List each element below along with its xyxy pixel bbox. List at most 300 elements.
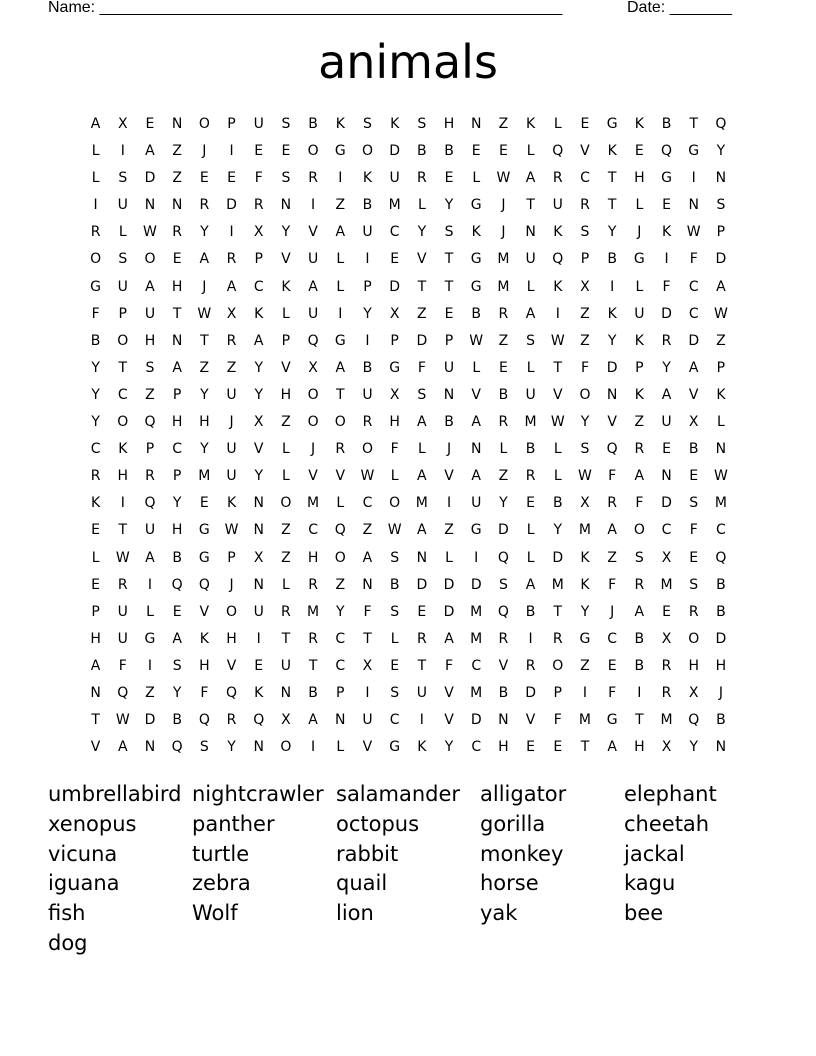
grid-letter: K bbox=[607, 143, 617, 160]
grid-letter: M bbox=[497, 278, 510, 295]
grid-letter: Q bbox=[552, 251, 564, 268]
grid-letter: P bbox=[227, 116, 236, 132]
grid-letter: L bbox=[635, 197, 644, 214]
grid-letter: O bbox=[280, 495, 292, 512]
grid-row bbox=[82, 653, 735, 680]
grid-letter: T bbox=[91, 712, 100, 729]
grid-letter: A bbox=[362, 549, 373, 566]
grid-letter: V bbox=[444, 684, 454, 701]
grid-letter: N bbox=[416, 549, 428, 566]
grid-letter: N bbox=[470, 116, 482, 132]
grid-letter: V bbox=[471, 386, 481, 403]
grid-letter: U bbox=[634, 305, 645, 322]
grid-letter: S bbox=[580, 224, 590, 241]
grid-row bbox=[82, 301, 735, 328]
grid-letter: E bbox=[662, 603, 671, 620]
grid-letter: G bbox=[198, 522, 210, 539]
grid-letter: D bbox=[416, 332, 428, 349]
grid-letter: D bbox=[443, 603, 455, 620]
grid-letter: D bbox=[470, 712, 482, 729]
grid-letter: Q bbox=[715, 116, 727, 132]
grid-letter: F bbox=[445, 657, 454, 674]
grid-letter: Z bbox=[444, 522, 454, 539]
grid-letter: K bbox=[634, 386, 644, 403]
grid-letter: R bbox=[199, 197, 210, 214]
grid-letter: Q bbox=[307, 332, 319, 349]
word-list-row bbox=[48, 779, 768, 809]
grid-letter: E bbox=[254, 657, 264, 674]
grid-letter: J bbox=[501, 197, 506, 214]
grid-letter: W bbox=[550, 332, 565, 349]
grid-letter: E bbox=[91, 522, 101, 539]
grid-letter: N bbox=[253, 576, 264, 593]
grid-letter: L bbox=[118, 224, 127, 241]
grid-letter: S bbox=[281, 116, 291, 132]
grid-letter: G bbox=[688, 143, 700, 160]
grid-letter: U bbox=[144, 305, 156, 322]
grid-letter: V bbox=[417, 251, 427, 268]
grid-letter: A bbox=[172, 359, 182, 376]
grid-letter: T bbox=[118, 522, 128, 539]
word-list-item: vicuna bbox=[48, 841, 118, 866]
grid-letter: S bbox=[390, 549, 400, 566]
grid-letter: I bbox=[256, 630, 261, 647]
grid-letter: R bbox=[634, 576, 645, 593]
grid-letter: K bbox=[553, 278, 563, 295]
grid-letter: A bbox=[226, 278, 237, 295]
grid-letter: I bbox=[419, 712, 424, 729]
grid-letter: V bbox=[552, 386, 563, 403]
grid-letter: I bbox=[229, 143, 234, 160]
grid-letter: E bbox=[689, 468, 699, 485]
grid-letter: A bbox=[607, 739, 617, 756]
grid-letter: F bbox=[118, 657, 127, 674]
grid-letter: H bbox=[443, 116, 455, 132]
grid-letter: S bbox=[580, 441, 590, 458]
grid-letter: Y bbox=[91, 359, 100, 376]
grid-letter: P bbox=[254, 251, 263, 268]
grid-letter: D bbox=[688, 332, 700, 349]
grid-letter: F bbox=[91, 305, 100, 322]
word-list-item: bee bbox=[624, 901, 664, 926]
grid-letter: E bbox=[172, 251, 182, 268]
grid-letter: S bbox=[199, 739, 209, 756]
grid-letter: C bbox=[117, 386, 128, 403]
grid-letter: W bbox=[713, 468, 728, 485]
grid-letter: Y bbox=[607, 224, 617, 241]
grid-letter: C bbox=[471, 657, 482, 674]
grid-letter: V bbox=[90, 739, 101, 756]
grid-letter: G bbox=[470, 522, 482, 539]
grid-letter: K bbox=[716, 386, 726, 403]
grid-letter: E bbox=[689, 549, 699, 566]
name-field-label: Name: ____________________________________________________ bbox=[48, 0, 563, 16]
grid-letter: W bbox=[360, 468, 375, 485]
grid-letter: E bbox=[662, 197, 671, 214]
grid-letter: W bbox=[224, 522, 239, 539]
grid-letter: B bbox=[498, 684, 509, 701]
grid-letter: V bbox=[253, 441, 264, 458]
grid-letter: A bbox=[90, 657, 101, 674]
grid-letter: D bbox=[661, 305, 672, 322]
grid-letter: O bbox=[144, 251, 156, 268]
grid-letter: Z bbox=[580, 657, 590, 674]
grid-letter: B bbox=[716, 712, 726, 729]
grid-letter: T bbox=[417, 657, 427, 674]
grid-row bbox=[82, 274, 735, 301]
grid-letter: T bbox=[444, 251, 454, 268]
grid-row bbox=[82, 138, 735, 165]
grid-letter: U bbox=[661, 414, 672, 431]
grid-letter: S bbox=[390, 603, 400, 620]
grid-letter: J bbox=[202, 143, 207, 160]
grid-letter: I bbox=[446, 495, 452, 512]
grid-letter: J bbox=[446, 441, 452, 458]
grid-letter: A bbox=[417, 414, 427, 431]
grid-letter: B bbox=[172, 549, 182, 566]
grid-letter: Q bbox=[198, 576, 210, 593]
grid-letter: E bbox=[91, 576, 101, 593]
word-list-item: gorilla bbox=[480, 811, 546, 836]
grid-letter: D bbox=[525, 684, 536, 701]
grid-letter: U bbox=[144, 522, 156, 539]
grid-letter: E bbox=[553, 739, 563, 756]
grid-letter: K bbox=[607, 305, 617, 322]
grid-letter: H bbox=[634, 170, 645, 187]
grid-letter: A bbox=[172, 630, 182, 647]
grid-letter: L bbox=[445, 549, 453, 566]
grid-letter: E bbox=[390, 251, 400, 268]
grid-letter: E bbox=[254, 143, 264, 160]
grid-letter: G bbox=[198, 549, 210, 566]
grid-letter: V bbox=[308, 468, 318, 485]
grid-letter: T bbox=[635, 712, 644, 729]
grid-letter: O bbox=[633, 522, 645, 539]
grid-letter: A bbox=[661, 386, 672, 403]
grid-letter: N bbox=[688, 197, 699, 214]
grid-letter: Z bbox=[145, 684, 155, 701]
word-list-item: iguana bbox=[48, 871, 120, 896]
grid-letter: D bbox=[715, 630, 727, 647]
grid-letter: E bbox=[634, 143, 644, 160]
grid-letter: I bbox=[365, 251, 370, 268]
grid-letter: I bbox=[474, 549, 479, 566]
grid-letter: B bbox=[716, 603, 726, 620]
grid-letter: U bbox=[443, 359, 455, 376]
word-list-row bbox=[48, 839, 768, 869]
grid-letter: F bbox=[580, 359, 589, 376]
grid-letter: K bbox=[526, 116, 536, 132]
grid-letter: R bbox=[607, 495, 618, 512]
grid-letter: B bbox=[525, 603, 536, 620]
grid-letter: C bbox=[471, 739, 482, 756]
grid-letter: R bbox=[253, 197, 264, 214]
grid-letter: U bbox=[226, 441, 237, 458]
grid-letter: I bbox=[147, 657, 153, 674]
grid-letter: Z bbox=[172, 170, 182, 187]
grid-letter: L bbox=[472, 170, 481, 187]
word-list bbox=[48, 779, 768, 958]
grid-letter: Q bbox=[688, 712, 700, 729]
date-field-label: Date: _______ bbox=[627, 0, 732, 16]
grid-letter: U bbox=[117, 278, 128, 295]
grid-letter: G bbox=[334, 143, 346, 160]
grid-letter: R bbox=[226, 251, 237, 268]
grid-row bbox=[82, 517, 735, 544]
grid-letter: E bbox=[580, 116, 590, 132]
grid-letter: I bbox=[311, 739, 316, 756]
grid-letter: X bbox=[661, 739, 672, 756]
grid-letter: C bbox=[389, 712, 400, 729]
grid-letter: C bbox=[607, 630, 618, 647]
grid-letter: L bbox=[91, 549, 100, 566]
grid-letter: X bbox=[253, 224, 264, 241]
grid-letter: Q bbox=[171, 576, 183, 593]
grid-letter: P bbox=[635, 359, 644, 376]
grid-letter: H bbox=[307, 549, 319, 566]
grid-letter: G bbox=[389, 359, 401, 376]
grid-letter: P bbox=[118, 305, 127, 322]
grid-letter: Q bbox=[497, 549, 509, 566]
grid-letter: Y bbox=[281, 224, 291, 241]
grid-letter: S bbox=[145, 359, 155, 376]
grid-letter: T bbox=[689, 116, 698, 132]
grid-letter: N bbox=[715, 170, 727, 187]
grid-letter: Y bbox=[417, 224, 427, 241]
grid-letter: W bbox=[578, 468, 592, 485]
grid-letter: R bbox=[335, 441, 346, 458]
grid-letter: A bbox=[525, 576, 536, 593]
grid-letter: Q bbox=[144, 495, 156, 512]
grid-letter: J bbox=[229, 414, 234, 431]
grid-letter: W bbox=[143, 224, 157, 241]
grid-letter: R bbox=[362, 414, 373, 431]
grid-letter: P bbox=[716, 359, 726, 376]
word-list-item: salamander bbox=[336, 782, 461, 806]
grid-letter: W bbox=[197, 305, 212, 322]
grid-letter: U bbox=[307, 251, 319, 268]
grid-letter: P bbox=[227, 549, 236, 566]
grid-letter: K bbox=[118, 441, 128, 458]
grid-letter: Z bbox=[172, 143, 182, 160]
grid-row bbox=[82, 490, 735, 517]
grid-letter: C bbox=[688, 278, 699, 295]
grid-letter: R bbox=[117, 576, 128, 593]
grid-letter: A bbox=[335, 224, 346, 241]
grid-letter: B bbox=[661, 116, 672, 132]
grid-letter: E bbox=[471, 143, 481, 160]
grid-letter: S bbox=[498, 576, 508, 593]
grid-letter: K bbox=[226, 495, 237, 512]
grid-letter: I bbox=[528, 630, 533, 647]
grid-letter: Q bbox=[606, 441, 618, 458]
grid-letter: R bbox=[226, 332, 237, 349]
word-list-row bbox=[48, 868, 768, 898]
grid-letter: Y bbox=[200, 441, 209, 458]
grid-letter: C bbox=[580, 170, 590, 187]
grid-letter: L bbox=[417, 441, 426, 458]
grid-letter: B bbox=[688, 441, 699, 458]
grid-letter: T bbox=[336, 386, 345, 403]
grid-letter: M bbox=[470, 630, 483, 647]
grid-letter: Y bbox=[553, 522, 563, 539]
grid-letter: N bbox=[280, 197, 292, 214]
grid-letter: I bbox=[610, 278, 615, 295]
grid-letter: B bbox=[498, 386, 509, 403]
grid-letter: X bbox=[580, 495, 590, 512]
grid-letter: Q bbox=[117, 684, 129, 701]
grid-letter: U bbox=[307, 305, 319, 322]
grid-letter: J bbox=[637, 224, 642, 241]
grid-letter: O bbox=[117, 414, 129, 431]
grid-letter: D bbox=[144, 170, 156, 187]
grid-letter: W bbox=[496, 170, 511, 187]
word-list-item: horse bbox=[480, 871, 539, 896]
grid-letter: O bbox=[552, 657, 564, 674]
grid-letter: L bbox=[91, 170, 100, 187]
grid-letter: L bbox=[635, 278, 644, 295]
grid-letter: O bbox=[361, 441, 373, 458]
grid-letter: V bbox=[335, 468, 346, 485]
word-list-item: dog bbox=[48, 930, 88, 955]
grid-letter: R bbox=[281, 603, 291, 620]
grid-letter: R bbox=[661, 684, 672, 701]
grid-letter: E bbox=[498, 359, 508, 376]
grid-letter: V bbox=[580, 143, 590, 160]
grid-letter: U bbox=[226, 468, 237, 485]
grid-letter: J bbox=[202, 278, 207, 295]
grid-letter: T bbox=[607, 197, 617, 214]
grid-letter: W bbox=[686, 224, 701, 241]
grid-letter: X bbox=[253, 414, 264, 431]
grid-letter: F bbox=[608, 468, 617, 485]
grid-letter: Y bbox=[580, 603, 590, 620]
grid-letter: L bbox=[390, 630, 399, 647]
grid-letter: B bbox=[607, 251, 617, 268]
grid-letter: H bbox=[634, 739, 645, 756]
grid-letter: Z bbox=[417, 305, 427, 322]
grid-letter: R bbox=[498, 630, 509, 647]
grid-letter: B bbox=[634, 630, 645, 647]
grid-letter: S bbox=[172, 657, 182, 674]
grid-letter: F bbox=[200, 684, 209, 701]
grid-letter: K bbox=[254, 684, 264, 701]
grid-letter: L bbox=[282, 305, 290, 322]
grid-letter: Y bbox=[254, 359, 263, 376]
grid-letter: L bbox=[499, 441, 508, 458]
grid-letter: A bbox=[145, 549, 155, 566]
word-list-row bbox=[48, 898, 768, 928]
grid-letter: U bbox=[525, 386, 536, 403]
grid-letter: R bbox=[525, 468, 536, 485]
grid-letter: U bbox=[525, 251, 536, 268]
grid-letter: V bbox=[688, 386, 699, 403]
grid-letter: Y bbox=[91, 386, 100, 403]
grid-letter: P bbox=[172, 386, 182, 403]
grid-letter: E bbox=[199, 495, 209, 512]
grid-letter: Z bbox=[281, 549, 291, 566]
grid-letter: M bbox=[551, 576, 564, 593]
grid-letter: C bbox=[308, 522, 318, 539]
grid-letter: C bbox=[661, 522, 672, 539]
grid-letter: U bbox=[253, 116, 264, 132]
grid-letter: A bbox=[117, 739, 128, 756]
grid-letter: H bbox=[199, 657, 210, 674]
grid-letter: J bbox=[501, 224, 506, 241]
grid-row bbox=[82, 165, 735, 192]
grid-letter: U bbox=[117, 603, 128, 620]
grid-letter: E bbox=[390, 657, 400, 674]
grid-letter: A bbox=[688, 359, 699, 376]
grid-letter: S bbox=[634, 549, 644, 566]
grid-letter: N bbox=[90, 684, 101, 701]
grid-letter: D bbox=[389, 278, 401, 295]
grid-letter: A bbox=[471, 414, 481, 431]
grid-letter: X bbox=[661, 549, 672, 566]
grid-letter: C bbox=[389, 224, 400, 241]
grid-letter: Z bbox=[145, 386, 155, 403]
grid-letter: M bbox=[524, 414, 537, 431]
grid-letter: G bbox=[633, 251, 645, 268]
grid-letter: S bbox=[716, 197, 726, 214]
word-list-item: octopus bbox=[336, 811, 420, 836]
grid-letter: N bbox=[253, 739, 264, 756]
grid-row bbox=[82, 680, 735, 707]
grid-letter: M bbox=[578, 712, 592, 729]
grid-letter: T bbox=[200, 332, 209, 349]
grid-letter: F bbox=[363, 603, 372, 620]
grid-letter: T bbox=[417, 278, 427, 295]
grid-letter: M bbox=[388, 197, 401, 214]
grid-letter: H bbox=[199, 414, 210, 431]
grid-letter: L bbox=[336, 251, 345, 268]
grid-letter: U bbox=[416, 684, 427, 701]
grid-letter: X bbox=[661, 630, 672, 647]
grid-letter: V bbox=[308, 224, 318, 241]
grid-letter: Z bbox=[498, 116, 509, 132]
grid-letter: M bbox=[578, 522, 592, 539]
grid-letter: B bbox=[525, 441, 536, 458]
grid-letter: R bbox=[90, 468, 101, 485]
grid-letter: L bbox=[336, 495, 345, 512]
grid-letter: S bbox=[417, 386, 427, 403]
page-title: animals bbox=[318, 35, 498, 89]
grid-letter: B bbox=[417, 143, 427, 160]
grid-letter: V bbox=[525, 712, 536, 729]
grid-letter: Y bbox=[172, 684, 182, 701]
grid-letter: O bbox=[579, 386, 591, 403]
grid-row bbox=[82, 382, 735, 409]
grid-letter: L bbox=[336, 278, 345, 295]
grid-letter: K bbox=[471, 224, 481, 241]
grid-letter: D bbox=[443, 576, 455, 593]
grid-letter: H bbox=[171, 278, 183, 295]
grid-letter: Z bbox=[498, 332, 509, 349]
grid-letter: G bbox=[606, 712, 618, 729]
grid-letter: W bbox=[115, 712, 130, 729]
grid-letter: G bbox=[470, 197, 482, 214]
grid-letter: E bbox=[526, 739, 536, 756]
grid-letter: R bbox=[90, 224, 101, 241]
grid-row bbox=[82, 355, 735, 382]
grid-letter: O bbox=[307, 414, 319, 431]
grid-letter: L bbox=[336, 739, 345, 756]
grid-letter: L bbox=[553, 116, 562, 132]
grid-letter: X bbox=[688, 414, 699, 431]
word-list-item: yak bbox=[480, 901, 518, 926]
grid-letter: Q bbox=[552, 143, 564, 160]
grid-letter: O bbox=[198, 116, 210, 132]
